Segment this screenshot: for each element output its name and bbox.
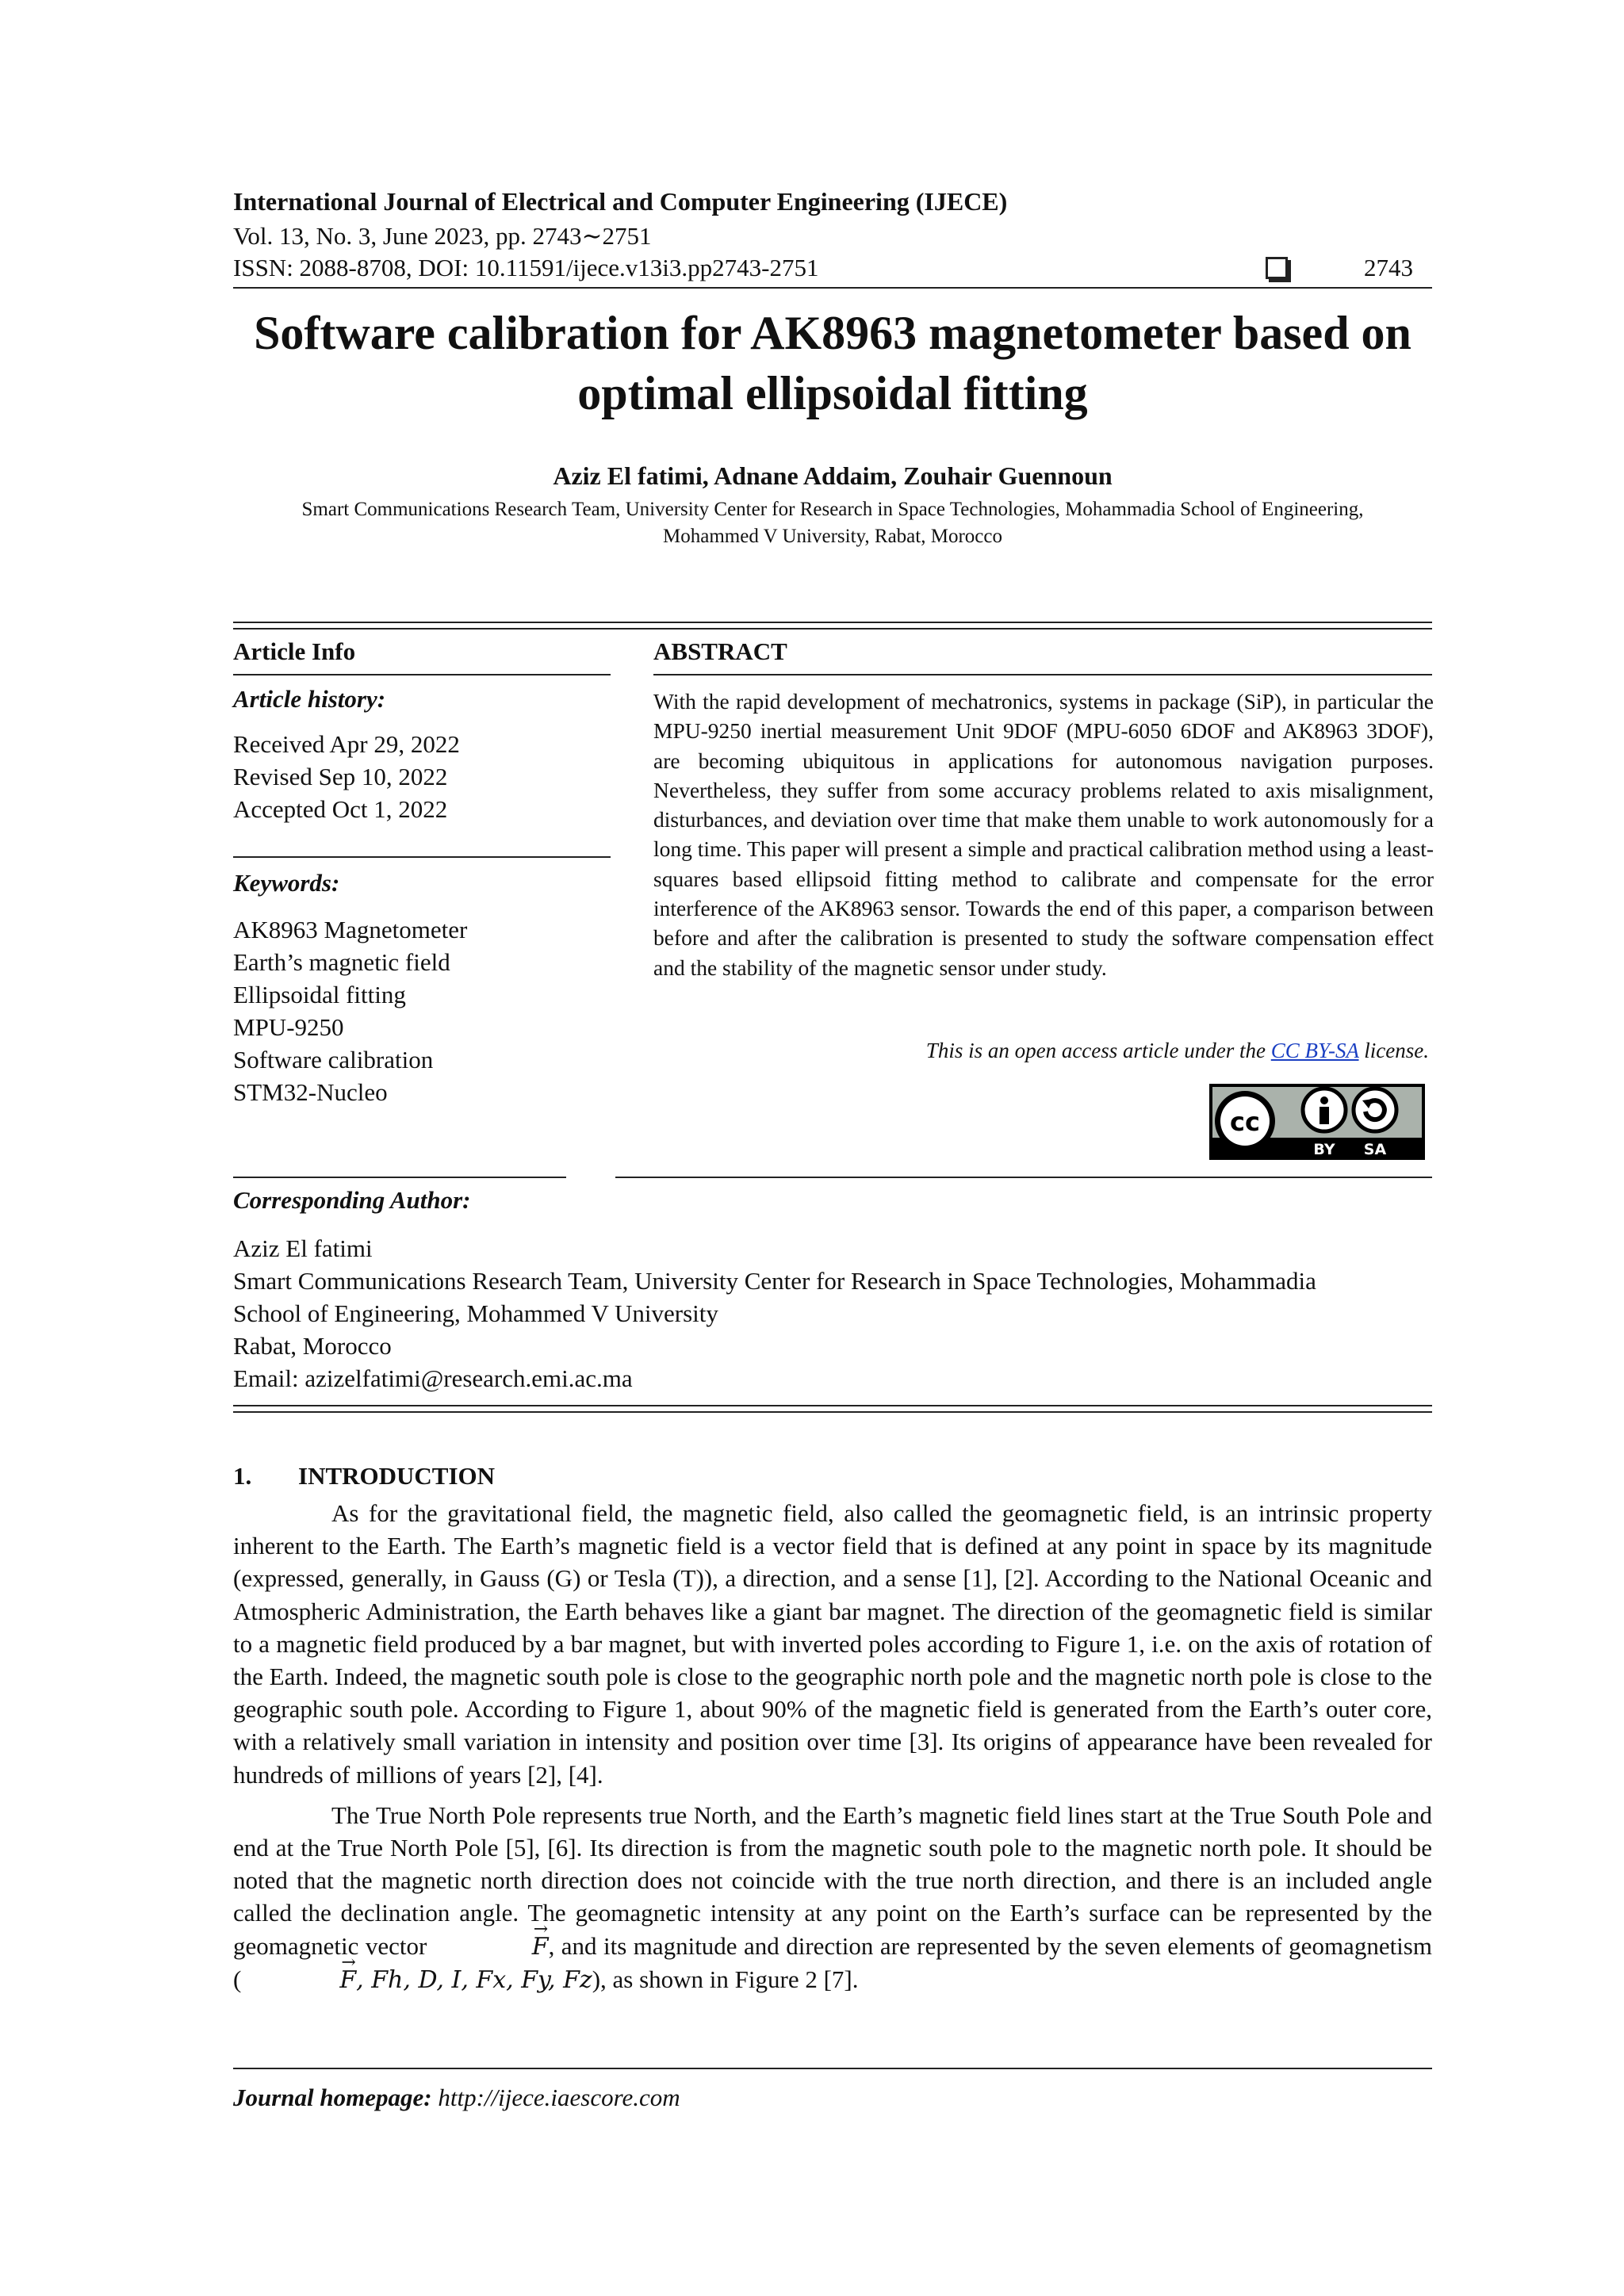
section-title: INTRODUCTION	[298, 1462, 496, 1490]
homepage-url[interactable]: http://ijece.iaescore.com	[438, 2084, 680, 2111]
article-history-heading: Article history:	[233, 685, 386, 713]
journal-homepage	[233, 2084, 680, 2112]
history-revised: Revised Sep 10, 2022	[233, 763, 448, 790]
license-link[interactable]: CC BY-SA	[1270, 1039, 1359, 1062]
article-history	[233, 728, 460, 825]
by-head	[1320, 1096, 1328, 1104]
affiliation	[233, 496, 1432, 550]
footer-rule	[233, 2068, 1432, 2069]
affiliation-line-1: Smart Communications Research Team, University Center for Research in Space Technologies, Mohammadia School of Engineering,	[301, 499, 1364, 520]
intro-paragraph-2	[233, 1799, 1432, 1996]
homepage-label: Journal homepage:	[233, 2084, 432, 2111]
paper-title	[159, 303, 1507, 423]
abstract-bottom-rule	[615, 1177, 1432, 1178]
title-line-2: optimal ellipsoidal fitting	[577, 367, 1088, 419]
corresponding-affil-1: Smart Communications Research Team, University Center for Research in Space Technologies, Mohammadia	[233, 1267, 1316, 1295]
header-rule	[233, 287, 1432, 289]
affiliation-line-2: Mohammed V University, Rabat, Morocco	[663, 526, 1002, 547]
keyword-item: Ellipsoidal fitting	[233, 981, 406, 1008]
keyword-item: Earth’s magnetic field	[233, 948, 450, 976]
info-bottom-rule-1	[233, 1405, 1432, 1406]
history-accepted: Accepted Oct 1, 2022	[233, 795, 448, 823]
abstract-text: With the rapid development of mechatronics, systems in package (SiP), in particular the MPU-9250 inertial measurement Unit 9DOF (MPU-6050 6DOF and AK8963 3DOF), are becoming ubiquitous in applications for autonomous navigation purposes. Nevertheless, they suffer from some accuracy problems related to axis misalignment, disturbances, and deviation over time that make them unable to work autonomously for a long time. This paper will present a simple and practical calibration method using a least-squares based ellipsoid fitting method to calibrate and compensate for the error interference of the AK8963 sensor. Towards the end of this paper, a comparison between before and after the calibration is presented to study the software compensation effect and the stability of the magnetic sensor under study.	[653, 689, 1434, 980]
abstract-rule	[653, 674, 1432, 675]
article-info-heading: Article Info	[233, 637, 356, 665]
info-bottom-rule-2	[233, 1411, 1432, 1413]
title-line-1: Software calibration for AK8963 magnetometer based on	[254, 307, 1411, 359]
abstract-heading: ABSTRACT	[653, 637, 787, 665]
volume-line: Vol. 13, No. 3, June 2023, pp. 2743∼2751	[233, 222, 652, 250]
vector-f: → F	[434, 1931, 549, 1963]
open-access-suffix: license.	[1364, 1039, 1429, 1062]
geomagnetic-elements: , Fh, D, I, Fx, Fy, Fz	[356, 1965, 592, 1994]
issn-line: ISSN: 2088-8708, DOI: 10.11591/ijece.v13i3.pp2743-2751	[233, 254, 819, 281]
corresponding-email: Email: azizelfatimi@research.emi.ac.ma	[233, 1364, 633, 1392]
info-top-rule-1	[233, 622, 1432, 623]
cc-by-sa-badge-icon[interactable]	[1208, 1083, 1426, 1161]
introduction-body	[233, 1497, 1432, 1996]
sa-label: SA	[1363, 1141, 1387, 1158]
corr-left-rule	[233, 1177, 566, 1178]
section-number: 1.	[233, 1462, 252, 1490]
authors: Aziz El fatimi, Adnane Addaim, Zouhair Guennoun	[553, 461, 1113, 490]
info-top-rule-2	[233, 628, 1432, 629]
keyword-item: STM32-Nucleo	[233, 1078, 388, 1106]
keywords-list	[233, 913, 467, 1108]
cc-letters: cc	[1230, 1107, 1260, 1137]
open-access-note	[653, 1039, 1429, 1063]
corresponding-block	[233, 1232, 1432, 1395]
corresponding-affil-2: School of Engineering, Mohammed V University	[233, 1299, 718, 1327]
by-label: BY	[1313, 1141, 1335, 1158]
keywords-rule	[233, 856, 611, 858]
page-number: 2743	[1364, 254, 1413, 281]
corresponding-name: Aziz El fatimi	[233, 1234, 373, 1262]
keyword-item: AK8963 Magnetometer	[233, 916, 468, 943]
journal-name: International Journal of Electrical and Computer Engineering (IJECE)	[233, 187, 1008, 216]
box-icon	[1266, 257, 1288, 279]
open-access-prefix: This is an open access article under the	[925, 1039, 1266, 1062]
intro-p2-part-c: ), as shown in Figure 2 [7].	[592, 1965, 859, 1993]
sa-share-icon	[1354, 1089, 1396, 1131]
article-info-rule	[233, 674, 611, 675]
corresponding-city: Rabat, Morocco	[233, 1332, 392, 1360]
keywords-heading: Keywords:	[233, 869, 340, 897]
keyword-item: MPU-9250	[233, 1013, 344, 1041]
history-received: Received Apr 29, 2022	[233, 730, 460, 758]
by-body	[1320, 1107, 1329, 1124]
keyword-item: Software calibration	[233, 1046, 434, 1073]
introduction-heading	[233, 1462, 495, 1490]
intro-paragraph-1: As for the gravitational field, the magnetic field, also called the geomagnetic field, is an intrinsic property inherent to the Earth. The Earth’s magnetic field is a vector field that is defined at any point in space by its magnitude (expressed, generally, in Gauss (G) or Tesla (T)), a direction, and a sense [1], [2]. According to the National Oceanic and Atmospheric Administration, the Earth behaves like a giant bar magnet. The direction of the geomagnetic field is similar to a magnetic field produced by a bar magnet, but with inverted poles according to Figure 1, i.e. on the axis of rotation of the Earth. Indeed, the magnetic south pole is close to the geographic north pole and the magnetic north pole is close to the geographic south pole. According to Figure 1, about 90% of the magnetic field is generated from the Earth’s outer core, with a relatively small variation in intensity and position over time [3]. Its origins of appearance have been revealed for hundreds of millions of years [2], [4].	[233, 1499, 1432, 1789]
vector-f-2: → F	[241, 1964, 356, 1996]
intro-p2-part-a: The True North Pole represents true North, and the Earth’s magnetic field lines start at the True South Pole and end at the True North Pole [5], [6]. Its direction is from the magnetic south pole to the magnetic north pole. It should be noted that the magnetic north direction does not coincide with the true north direction, and there is an included angle called the declination angle. The geomagnetic intensity at any point on the Earth’s surface can be represented by the geomagnetic vector	[233, 1800, 1432, 1960]
corresponding-heading: Corresponding Author:	[233, 1186, 471, 1214]
intro-p2-part-b: , and its magnitude and direction are represented by the seven elements of geomagnetism (	[233, 1931, 1432, 1993]
